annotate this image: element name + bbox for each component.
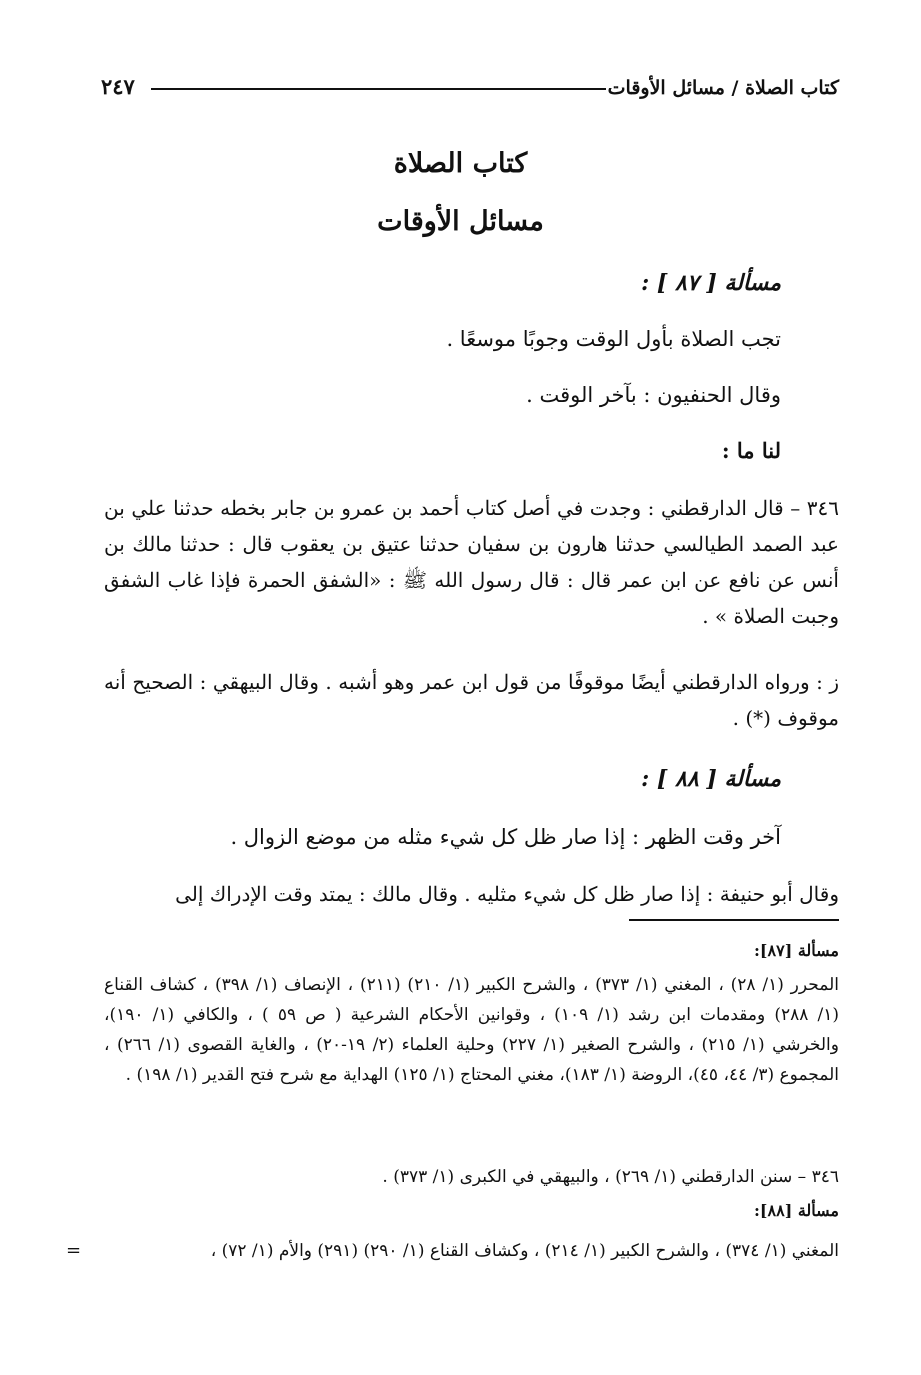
chapter-title: مسائل الأوقات <box>377 206 544 237</box>
book-title: كتاب الصلاة <box>393 148 528 179</box>
header-rule <box>151 88 606 90</box>
footnote-references-87: المحرر (١/ ٢٨) ، المغني (١/ ٣٧٣) ، والشرح الكبير (١/ ٢١٠) (٢١١) ، الإنصاف (١/ ٣٩٨) ، كشاف القناع (١/ ٢٨٨) ومقدمات ابن رشد (١/ ١٠٩) ، وقوانين الأحكام الشرعية ( ص ٥٩ ) ، والكافي (١/ ١٩٠)، والخرشي (١/ ٢١٥) ، والشرح الصغير (١/ ٢٢٧) وحلية العلماء (٢/ ١٩-٢٠) ، والغاية القصوى (١/ ٢٦٦) ، المجموع (٣/ ٤٤، ٤٥)، الروضة (١/ ١٨٣)، مغني المحتاج (١/ ١٢٥) الهداية مع شرح فتح القدير (١/ ١٩٨) . <box>104 975 840 1085</box>
hadith-346: ٣٤٦ – قال الدارقطني : وجدت في أصل كتاب أحمد بن عمرو بن جابر بخطه حدثنا علي بن عبد الصمد الطيالسي حدثنا هارون بن سفيان حدثنا عتيق بن يعقوب قال : حدثنا مالك بن أنس عن نافع عن ابن عمر قال : قال رسول الله ﷺ : «الشفق الحمرة فإذا غاب الشفق وجبت الصلاة » . <box>104 496 839 628</box>
running-title: كتاب الصلاة / مسائل الأوقات <box>607 77 839 99</box>
issue-87-hanafi-view: وقال الحنفيون : بآخر الوقت . <box>526 383 781 407</box>
issue-87-note: ز : ورواه الدارقطني أيضًا موقوفًا من قول ابن عمر وهو أشبه . وقال البيهقي : الصحيح أنه موقوف (*) . <box>104 670 839 730</box>
footnote-rule <box>629 919 839 921</box>
page-number: ٢٤٧ <box>101 74 135 99</box>
issue-88-line-1: آخر وقت الظهر : إذا صار ظل كل شيء مثله من موضع الزوال . <box>230 825 781 849</box>
footnote-reference-346: ٣٤٦ – سنن الدارقطني (١/ ٢٦٩) ، والبيهقي في الكبرى (١/ ٣٧٣) . <box>382 1167 839 1187</box>
continuation-mark: = <box>66 1240 82 1261</box>
issue-87-ruling: تجب الصلاة بأول الوقت وجوبًا موسعًا . <box>446 327 781 351</box>
footnote-heading-87: مسألة [٨٧]: <box>754 941 839 960</box>
issue-87-heading: مسألة [ ٨٧ ] : <box>641 270 781 296</box>
issue-87-evidence-label: لنا ما : <box>721 438 781 463</box>
footnote-heading-88: مسألة [٨٨]: <box>754 1201 839 1220</box>
issue-88-heading: مسألة [ ٨٨ ] : <box>641 766 781 792</box>
issue-88-line-2: وقال أبو حنيفة : إذا صار ظل كل شيء مثليه . وقال مالك : يمتد وقت الإدراك إلى <box>175 882 839 906</box>
footnote-references-88: المغني (١/ ٣٧٤) ، والشرح الكبير (١/ ٢١٤) ، وكشاف القناع (١/ ٢٩٠) (٢٩١) والأم (١/ ٧٢) ، <box>210 1241 839 1261</box>
